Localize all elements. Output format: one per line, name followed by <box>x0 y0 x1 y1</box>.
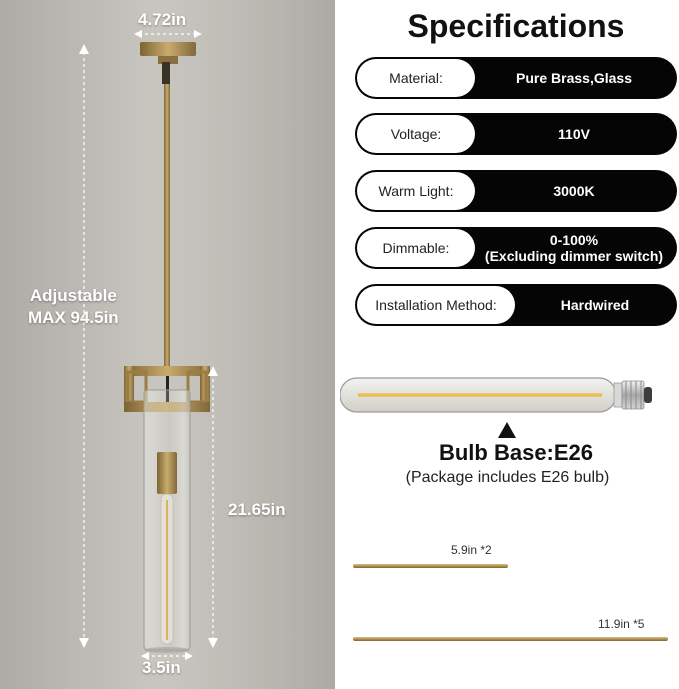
spec-row-warm-light <box>355 170 677 212</box>
adjustable-length-label <box>28 285 119 329</box>
spec-label-dimmable: Dimmable: <box>357 229 475 267</box>
package-note: (Package includes E26 bulb) <box>405 469 610 486</box>
adjustable-line2: MAX 94.5in <box>28 308 119 327</box>
spec-row-dimmable <box>355 227 677 269</box>
spec-label-voltage: Voltage: <box>357 115 475 153</box>
e26-bulb-image <box>340 366 670 446</box>
spec-label-material: Material: <box>357 59 475 97</box>
product-photo <box>0 0 335 689</box>
rod-long <box>353 637 668 641</box>
bulb-base-title: Bulb Base:E26 <box>438 440 594 465</box>
spec-value-material: Pure Brass,Glass <box>516 70 632 86</box>
rod-short <box>353 564 508 568</box>
spec-value-installation: Hardwired <box>560 297 630 313</box>
rod-short-label: 5.9in *2 <box>451 543 492 557</box>
specifications-title: Specifications <box>407 8 625 44</box>
canopy-width-label: 4.72in <box>138 10 187 29</box>
spec-value-dimmable <box>479 227 669 269</box>
dimmable-note: (Excluding dimmer switch) <box>484 248 664 264</box>
spec-row-voltage <box>355 113 677 155</box>
spec-row-material <box>355 57 677 99</box>
dimmable-range: 0-100% <box>549 232 599 248</box>
shade-width-label: 3.5in <box>142 658 181 677</box>
pendant-light-illustration <box>0 0 335 689</box>
spec-value-warm-light: 3000K <box>553 183 595 199</box>
spec-value-voltage: 110V <box>558 126 590 142</box>
adjustable-line1: Adjustable <box>29 286 117 305</box>
shade-height-label: 21.65in <box>228 500 286 519</box>
spec-label-installation: Installation Method: <box>357 286 515 324</box>
spec-row-installation <box>355 284 677 326</box>
rod-long-label: 11.9in *5 <box>598 617 645 631</box>
spec-label-warm-light: Warm Light: <box>357 172 475 210</box>
